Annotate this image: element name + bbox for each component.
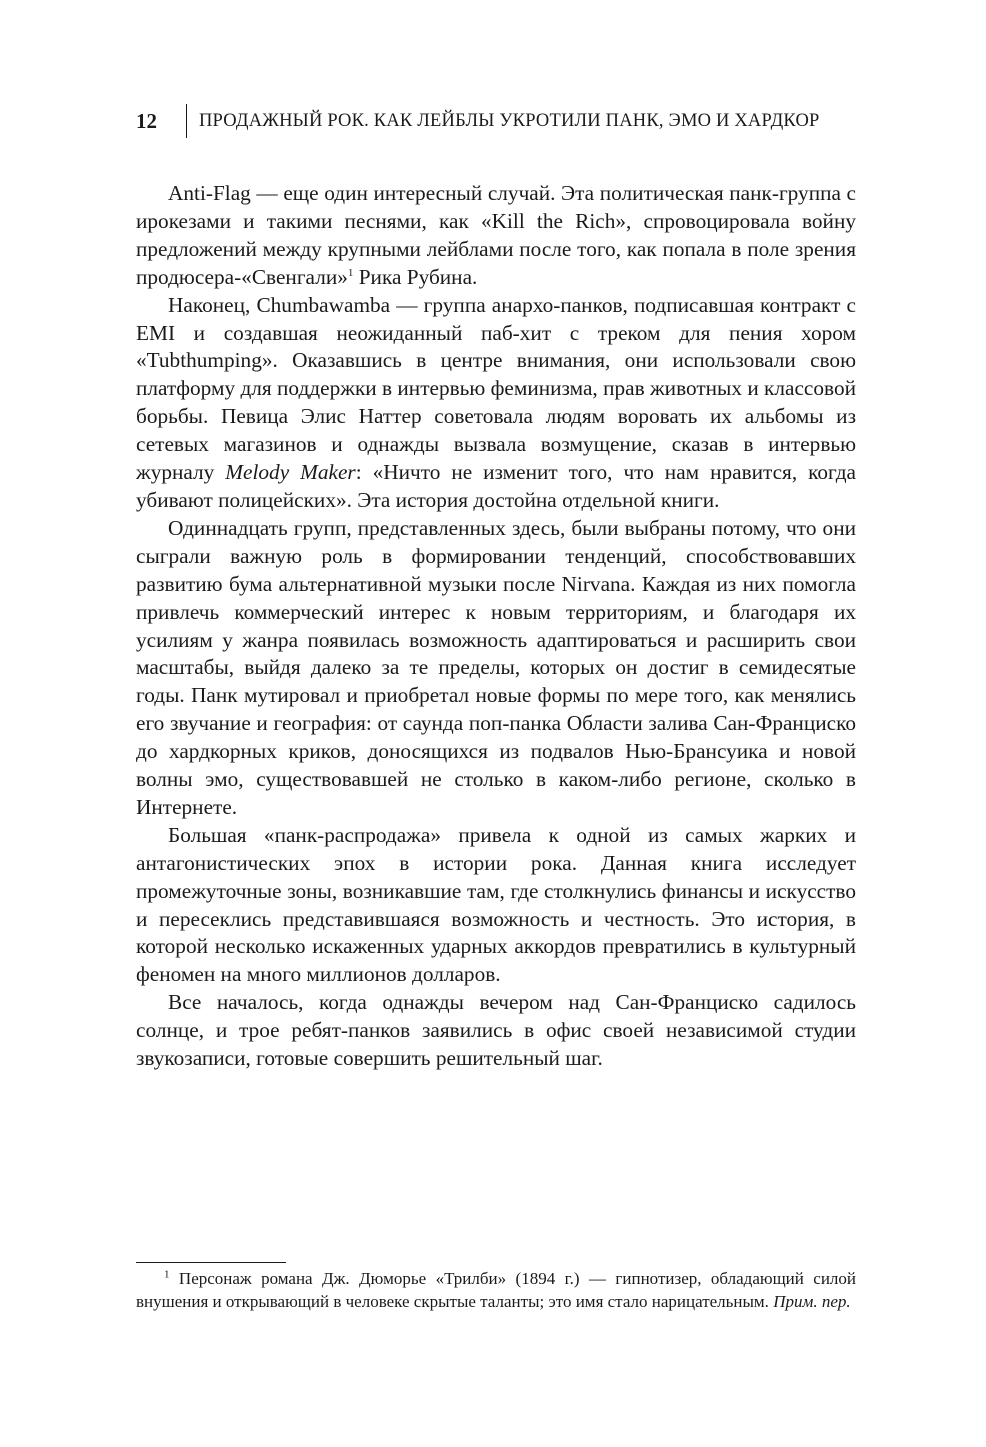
paragraph-text: Anti-Flag — еще один интересный случай. Эта политическая панк-группа с ирокезами и такими песнями, как «Kill the Rich», спровоцировала войну предложений между крупными лейблами после того, как попала в поле зрения продюсера-«Свенгали» [136, 181, 856, 289]
paragraph-it-began: Все началось, когда однажды вечером над Сан-Франциско садилось солнце, и трое ребят-панков заявились в офис своей независимой студии звукозаписи, готовые совершить решительный шаг. [136, 990, 856, 1071]
running-head [136, 104, 856, 138]
header-divider [186, 104, 187, 138]
footnote-number: 1 [164, 1268, 170, 1281]
footnote-divider [136, 1262, 286, 1263]
paragraph-text: : «Ничто не изменит того, что нам нравится, когда убивают полицейских». Эта история достойна отдельной книги. [136, 460, 857, 512]
paragraph-anti-flag [136, 180, 856, 292]
paragraph-text: Рика Рубина. [353, 264, 478, 289]
paragraph-chumbawamba [136, 292, 856, 515]
footnote [136, 1268, 856, 1313]
magazine-title: Melody Maker [225, 460, 356, 485]
paragraph-eleven-bands: Одиннадцать групп, представленных здесь, были выбраны потому, что они сыграли важную роль в формировании тенденций, способствовавших развитию бума альтернативной музыки после Nirvana. Каждая из них помогла привлечь коммерческий интерес к новым территориям, и благодаря их усилиям у жанра появилась возможность адаптироваться и расширить свои масштабы, выйдя далеко за те пределы, которых он достиг в семидесятые годы. Панк мутировал и приобретал новые формы по мере того, как менялись его звучание и география: от саунда поп-панка Области залива Сан-Франциско до хардкорных криков, доносящихся из подвалов Нью-Брансуика и новой волны эмо, существовавшей не столько в каком-либо регионе, сколько в Интернете. [136, 515, 856, 819]
paragraph-text: Наконец, Chumbawamba — группа анархо-панков, подписавшая контракт с EMI и создавшая неожиданный паб-хит с треком для пения хором «Tubthumping». Оказавшись в центре внимания, они использовали свою платформу для поддержки в интервью феминизма, прав животных и классовой борьбы. Певица Элис Наттер советовала людям воровать их альбомы из сетевых магазинов и однажды вызвала возмущение, сказав в интервью журналу [136, 292, 856, 485]
translator-note: Прим. пер. [773, 1291, 851, 1311]
paragraph-punk-sellout: Большая «панк-распродажа» привела к одной из самых жарких и антагонистических эпох в истории рока. Данная книга исследует промежуточные зоны, возникавшие там, где столкнулись финансы и искусство и пересеклись представившаяся возможность и честность. Это история, в которой несколько искаженных ударных аккордов превратились в культурный феномен на много миллионов долларов. [136, 822, 856, 987]
body-text [136, 180, 856, 1073]
footnote-reference: 1 [347, 266, 354, 279]
book-title: ПРОДАЖНЫЙ РОК. КАК ЛЕЙБЛЫ УКРОТИЛИ ПАНК, ЭМО И ХАРДКОР [199, 110, 820, 131]
page-number: 12 [136, 108, 157, 133]
footnote-text: Персонаж романа Дж. Дюморье «Трилби» (1894 г.) — гипнотизер, обладающий силой внушения и открывающий в человеке скрытые таланты; это имя стало нарицательным. [136, 1269, 856, 1311]
